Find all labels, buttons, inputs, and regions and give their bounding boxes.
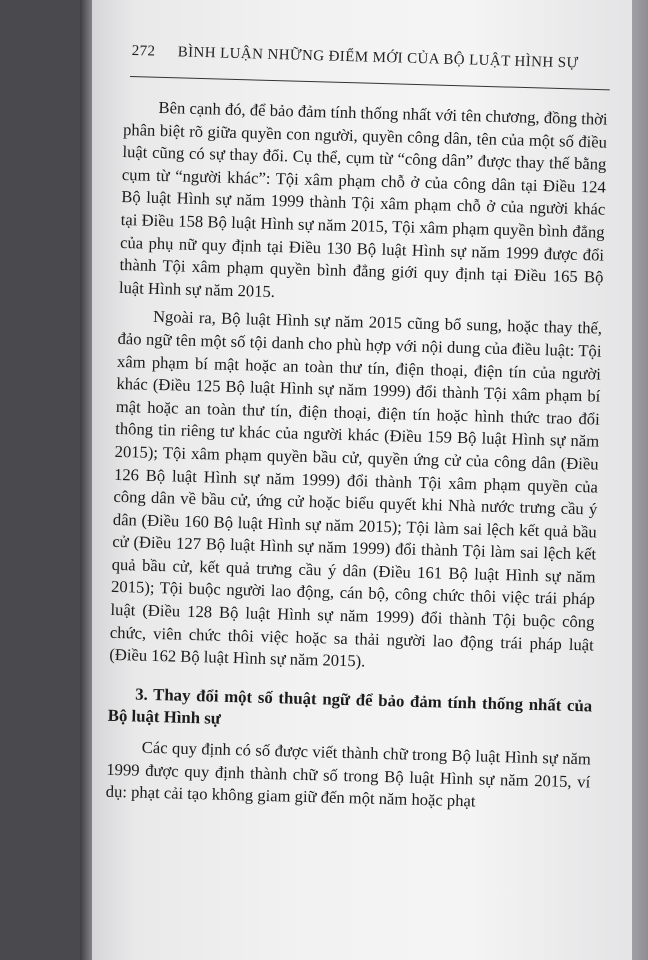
paragraph-3: Các quy định có số được viết thành chữ trong Bộ luật Hình sự năm 1999 được quy định thành chữ số trong Bộ luật Hình sự năm 2015, ví dụ: phạt cải tạo không giam giữ đến một năm hoặc phạt [105,737,592,811]
page-number: 272 [131,42,156,60]
paragraph-2: Ngoài ra, Bộ luật Hình sự năm 2015 cũng bổ sung, hoặc thay thế, đảo ngữ tên một số tội danh cho phù hợp với nội dung của điều luật: Tội xâm phạm bí mật hoặc an toàn thư tín, điện thoại, điện tín của người khác (Điều 125 Bộ luật Hình sự năm 1999) đổi thành Tội xâm phạm bí mật hoặc an toàn thư tín, điện thoại, điện tín hoặc hình thức trao đổi thông tin riêng tư khác của người khác (Điều 159 Bộ luật Hình sự năm 2015); Tội xâm phạm quyền bầu cử, quyền ứng cử của công dân (Điều 126 Bộ luật Hình sự năm 1999) đổi thành Tội xâm phạm quyền của công dân về bầu cử, ứng cử hoặc biểu quyết khi Nhà nước trưng cầu ý dân (Điều 160 Bộ luật Hình sự năm 2015); Tội làm sai lệch kết quả bầu cử (Điều 127 Bộ luật Hình sự năm 1999) đổi thành Tội làm sai lệch kết quả bầu cử, kết quả trưng cầu ý dân (Điều 161 Bộ luật Hình sự năm 2015); Tội buộc người lao động, cán bộ, công chức thôi việc trái pháp luật (Điều 128 Bộ luật Hình sự năm 1999) đổi thành Tội buộc công chức, viên chức thôi việc hoặc sa thải người lao động trái pháp luật (Điều 162 Bộ luật Hình sự năm 2015). [109,307,603,671]
book-page [92,0,632,960]
header-rule [130,76,610,90]
body-text [105,96,608,822]
paragraph-1: Bên cạnh đó, để bảo đảm tính thống nhất với tên chương, đồng thời phân biệt rõ giữa quyền con người, quyền công dân, tên của một số điều luật cũng có sự thay đổi. Cụ thể, cụm từ “công dân” được thay thế bằng cụm từ “người khác”: Tội xâm phạm chỗ ở của công dân tại Điều 124 Bộ luật Hình sự năm 1999 thành Tội xâm phạm chỗ ở của người khác tại Điều 158 Bộ luật Hình sự năm 2015, Tội xâm phạm quyền bình đẳng của phụ nữ quy định tại Điều 130 Bộ luật Hình sự năm 1999 được đổi thành Tội xâm phạm quyền bình đẳng giới quy định tại Điều 165 Bộ luật Hình sự năm 2015. [118,97,608,301]
running-header [131,40,609,76]
running-title: BÌNH LUẬN NHỮNG ĐIỂM MỚI CỦA BỘ LUẬT HÌNH SỰ [177,44,579,72]
section-heading: 3. Thay đổi một số thuật ngữ để bảo đảm tính thống nhất của Bộ luật Hình sự [107,684,593,729]
